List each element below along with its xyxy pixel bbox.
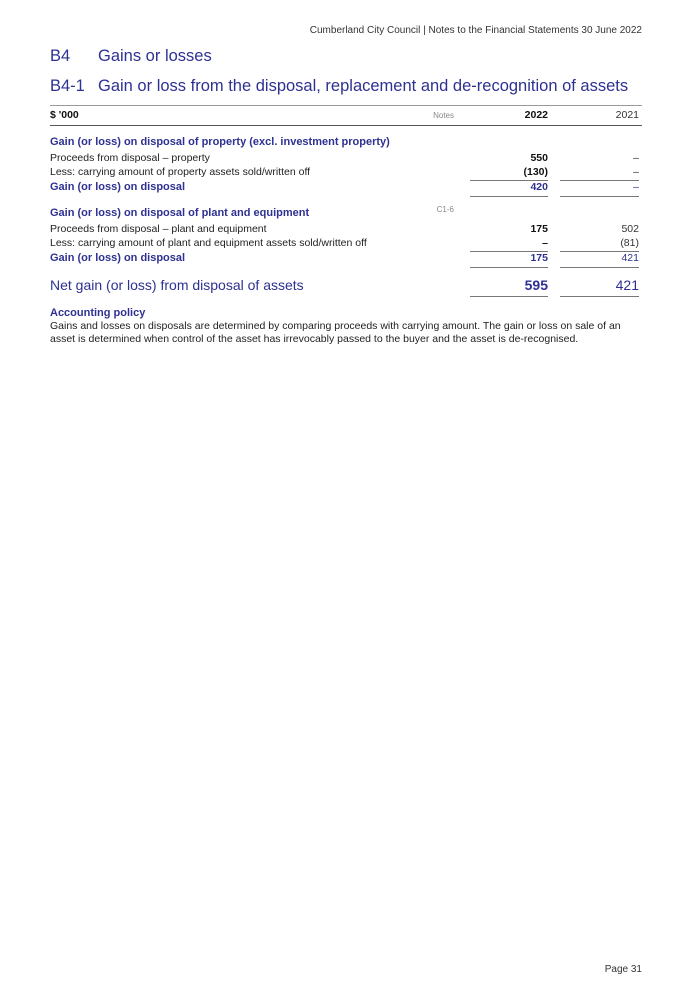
- section-heading: [50, 47, 212, 66]
- year-current-header: 2022: [524, 109, 548, 121]
- subsection-number: B4-1: [50, 77, 85, 95]
- row-label: Proceeds from disposal – plant and equipment: [50, 223, 267, 235]
- row-label: Less: carrying amount of plant and equipment assets sold/written off: [50, 237, 367, 249]
- row-label: Proceeds from disposal – property: [50, 152, 210, 164]
- total-2021: –: [633, 181, 639, 193]
- property-heading: Gain (or loss) on disposal of property (excl. investment property): [50, 136, 390, 148]
- value-2021: (81): [620, 237, 639, 249]
- value-2022: –: [542, 237, 548, 249]
- property-total-row: [50, 180, 642, 194]
- total-rule: [470, 196, 548, 197]
- net-row: [50, 275, 642, 295]
- accounting-policy: [50, 307, 642, 345]
- total-label: Gain (or loss) on disposal: [50, 252, 186, 264]
- table-row: [50, 165, 642, 179]
- plant-heading-row: [50, 206, 642, 220]
- property-heading-row: [50, 135, 642, 149]
- section-number: B4: [50, 47, 71, 65]
- total-rule: [560, 196, 639, 197]
- value-2022: 175: [530, 223, 548, 235]
- section-title: Gains or losses: [98, 47, 212, 65]
- year-prior-header: 2021: [615, 109, 639, 121]
- value-2022: (130): [523, 166, 548, 178]
- row-label: Less: carrying amount of property assets sold/written off: [50, 166, 311, 178]
- subsection-title: Gain or loss from the disposal, replacement and de-recognition of assets: [98, 77, 629, 95]
- page-number: Page 31: [604, 964, 642, 975]
- net-label: Net gain (or loss) from disposal of assets: [50, 277, 304, 293]
- table-row: [50, 236, 642, 250]
- table-header-rule: [50, 125, 642, 126]
- table-header-row: [50, 109, 642, 125]
- value-2021: –: [633, 152, 639, 164]
- plant-total-row: [50, 251, 642, 265]
- total-rule: [470, 267, 548, 268]
- policy-text: Gains and losses on disposals are determined by comparing proceeds with carrying amount. The gain or loss on sale of an asset is determined when control of the asset has irrevocably passed to the buyer and the asset is de-recognised.: [50, 320, 621, 345]
- plant-heading: Gain (or loss) on disposal of plant and equipment: [50, 207, 310, 219]
- subsection-heading: [50, 77, 628, 96]
- value-2021: –: [633, 166, 639, 178]
- policy-title: Accounting policy: [50, 307, 146, 319]
- total-2022: 175: [530, 252, 548, 264]
- table-top-rule: [50, 105, 642, 106]
- value-2021: 502: [621, 223, 639, 235]
- net-rule: [560, 296, 639, 297]
- total-2022: 420: [530, 181, 548, 193]
- total-rule: [560, 267, 639, 268]
- net-rule: [470, 296, 548, 297]
- notes-header: Notes: [433, 111, 454, 120]
- net-2022: 595: [524, 277, 548, 293]
- table-row: [50, 151, 642, 165]
- value-2022: 550: [530, 152, 548, 164]
- net-2021: 421: [615, 277, 639, 293]
- running-header: Cumberland City Council | Notes to the Financial Statements 30 June 2022: [309, 25, 642, 36]
- total-label: Gain (or loss) on disposal: [50, 181, 186, 193]
- table-row: [50, 222, 642, 236]
- total-2021: 421: [621, 252, 639, 264]
- plant-note-ref: C1-6: [436, 205, 454, 214]
- currency-header: $ '000: [50, 109, 79, 121]
